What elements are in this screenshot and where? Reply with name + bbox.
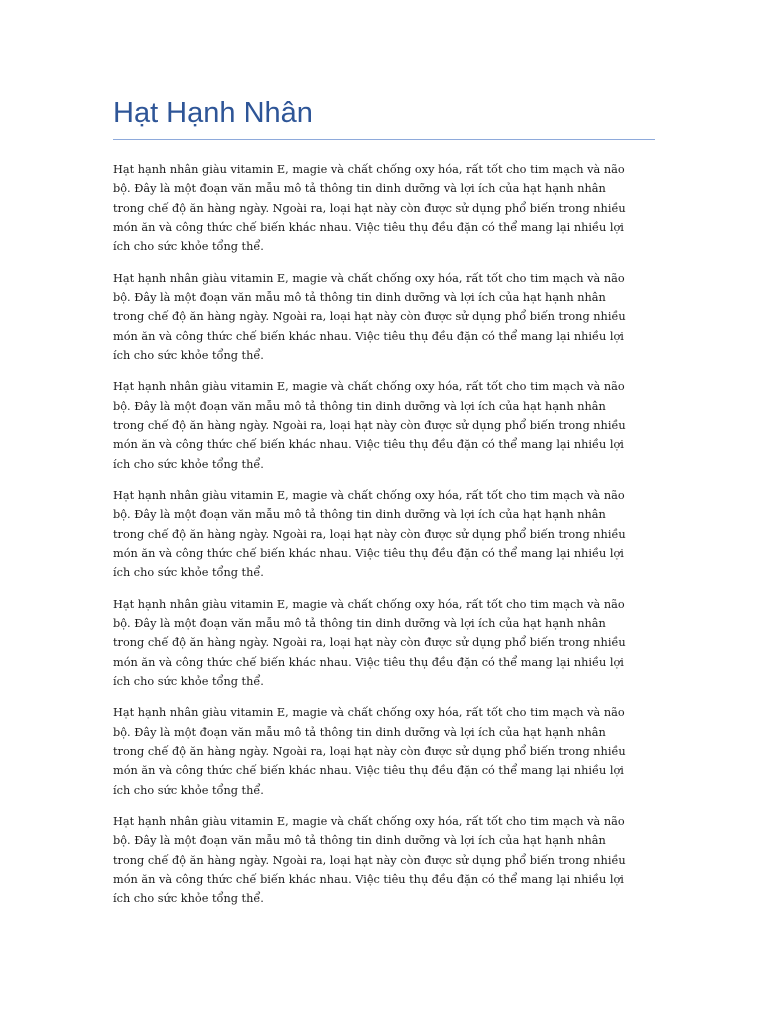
paragraph-line: trong chế độ ăn hàng ngày. Ngoài ra, loại hạt này còn được sử dụng phổ biến trong nhiều bbox=[113, 310, 626, 324]
paragraph-line: ích cho sức khỏe tổng thể. bbox=[113, 457, 264, 471]
paragraph-line: ích cho sức khỏe tổng thể. bbox=[113, 348, 264, 362]
paragraph-line: món ăn và công thức chế biến khác nhau. Việc tiêu thụ đều đặn có thể mang lại nhiều lợi bbox=[113, 764, 624, 778]
document-body bbox=[113, 160, 713, 921]
paragraph-line: ích cho sức khỏe tổng thể. bbox=[113, 783, 264, 797]
paragraph-line: món ăn và công thức chế biến khác nhau. Việc tiêu thụ đều đặn có thể mang lại nhiều lợi bbox=[113, 220, 624, 234]
body-paragraph bbox=[113, 703, 713, 799]
paragraph-line: trong chế độ ăn hàng ngày. Ngoài ra, loại hạt này còn được sử dụng phổ biến trong nhiều bbox=[113, 744, 626, 758]
paragraph-line: Hạt hạnh nhân giàu vitamin E, magie và chất chống oxy hóa, rất tốt cho tim mạch và não bbox=[113, 489, 625, 503]
body-paragraph bbox=[113, 160, 713, 256]
paragraph-line: trong chế độ ăn hàng ngày. Ngoài ra, loại hạt này còn được sử dụng phổ biến trong nhiều bbox=[113, 636, 626, 650]
paragraph-line: bộ. Đây là một đoạn văn mẫu mô tả thông tin dinh dưỡng và lợi ích của hạt hạnh nhân bbox=[113, 182, 606, 196]
body-paragraph bbox=[113, 595, 713, 691]
body-paragraph bbox=[113, 812, 713, 908]
paragraph-line: món ăn và công thức chế biến khác nhau. Việc tiêu thụ đều đặn có thể mang lại nhiều lợi bbox=[113, 872, 624, 886]
paragraph-line: ích cho sức khỏe tổng thể. bbox=[113, 240, 264, 254]
paragraph-line: món ăn và công thức chế biến khác nhau. Việc tiêu thụ đều đặn có thể mang lại nhiều lợi bbox=[113, 438, 624, 452]
paragraph-line: món ăn và công thức chế biến khác nhau. Việc tiêu thụ đều đặn có thể mang lại nhiều lợi bbox=[113, 546, 624, 560]
paragraph-line: Hạt hạnh nhân giàu vitamin E, magie và chất chống oxy hóa, rất tốt cho tim mạch và não bbox=[113, 597, 625, 611]
body-paragraph bbox=[113, 486, 713, 582]
paragraph-line: món ăn và công thức chế biến khác nhau. Việc tiêu thụ đều đặn có thể mang lại nhiều lợi bbox=[113, 655, 624, 669]
paragraph-line: bộ. Đây là một đoạn văn mẫu mô tả thông tin dinh dưỡng và lợi ích của hạt hạnh nhân bbox=[113, 399, 606, 413]
paragraph-line: trong chế độ ăn hàng ngày. Ngoài ra, loại hạt này còn được sử dụng phổ biến trong nhiều bbox=[113, 853, 626, 867]
paragraph-line: ích cho sức khỏe tổng thể. bbox=[113, 674, 264, 688]
paragraph-line: Hạt hạnh nhân giàu vitamin E, magie và chất chống oxy hóa, rất tốt cho tim mạch và não bbox=[113, 815, 625, 829]
body-paragraph bbox=[113, 377, 713, 473]
paragraph-line: bộ. Đây là một đoạn văn mẫu mô tả thông tin dinh dưỡng và lợi ích của hạt hạnh nhân bbox=[113, 508, 606, 522]
paragraph-line: trong chế độ ăn hàng ngày. Ngoài ra, loại hạt này còn được sử dụng phổ biến trong nhiều bbox=[113, 418, 626, 432]
document-title: Hạt Hạnh Nhân bbox=[113, 97, 313, 129]
paragraph-line: bộ. Đây là một đoạn văn mẫu mô tả thông tin dinh dưỡng và lợi ích của hạt hạnh nhân bbox=[113, 725, 606, 739]
paragraph-line: Hạt hạnh nhân giàu vitamin E, magie và chất chống oxy hóa, rất tốt cho tim mạch và não bbox=[113, 380, 625, 394]
paragraph-line: trong chế độ ăn hàng ngày. Ngoài ra, loại hạt này còn được sử dụng phổ biến trong nhiều bbox=[113, 527, 626, 541]
paragraph-line: bộ. Đây là một đoạn văn mẫu mô tả thông tin dinh dưỡng và lợi ích của hạt hạnh nhân bbox=[113, 290, 606, 304]
paragraph-line: trong chế độ ăn hàng ngày. Ngoài ra, loại hạt này còn được sử dụng phổ biến trong nhiều bbox=[113, 201, 626, 215]
paragraph-line: ích cho sức khỏe tổng thể. bbox=[113, 892, 264, 906]
paragraph-line: ích cho sức khỏe tổng thể. bbox=[113, 566, 264, 580]
paragraph-line: bộ. Đây là một đoạn văn mẫu mô tả thông tin dinh dưỡng và lợi ích của hạt hạnh nhân bbox=[113, 834, 606, 848]
paragraph-line: Hạt hạnh nhân giàu vitamin E, magie và chất chống oxy hóa, rất tốt cho tim mạch và não bbox=[113, 163, 625, 176]
paragraph-line: Hạt hạnh nhân giàu vitamin E, magie và chất chống oxy hóa, rất tốt cho tim mạch và não bbox=[113, 271, 625, 285]
paragraph-line: Hạt hạnh nhân giàu vitamin E, magie và chất chống oxy hóa, rất tốt cho tim mạch và não bbox=[113, 706, 625, 720]
title-underline-rule bbox=[113, 139, 655, 140]
paragraph-line: bộ. Đây là một đoạn văn mẫu mô tả thông tin dinh dưỡng và lợi ích của hạt hạnh nhân bbox=[113, 616, 606, 630]
paragraph-line: món ăn và công thức chế biến khác nhau. Việc tiêu thụ đều đặn có thể mang lại nhiều lợi bbox=[113, 329, 624, 343]
body-paragraph bbox=[113, 269, 713, 365]
